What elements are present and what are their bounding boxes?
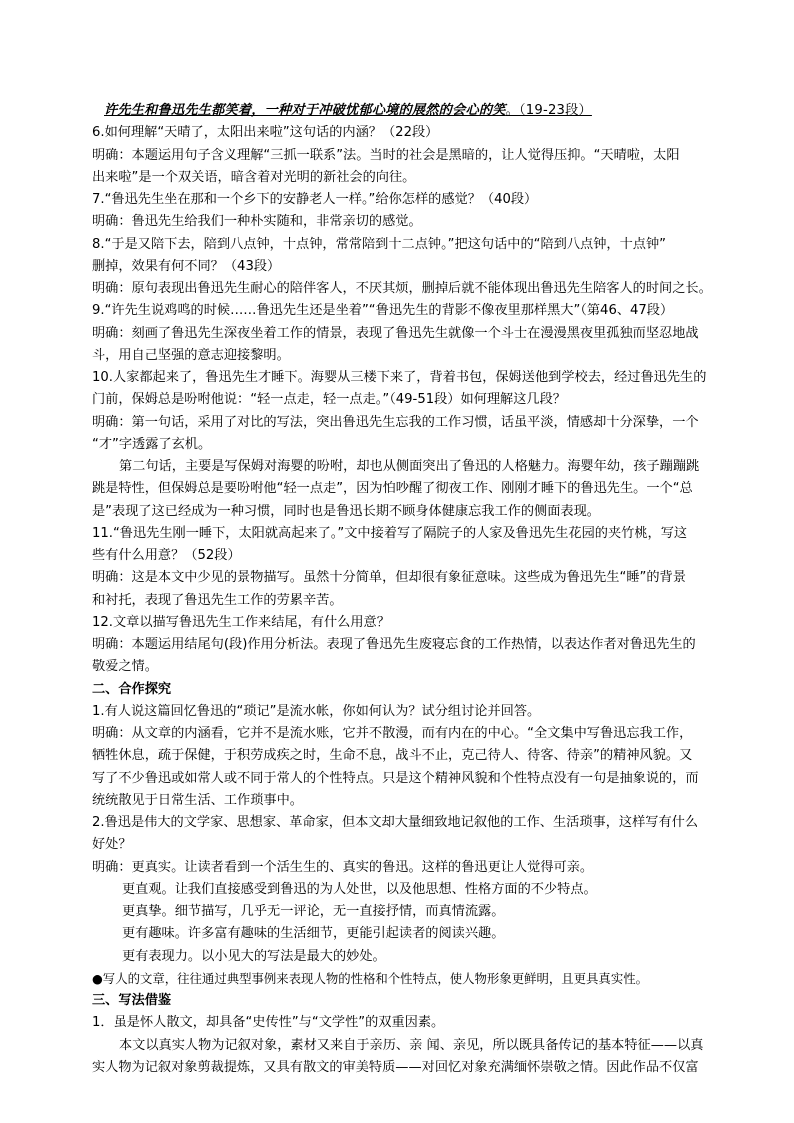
answer-10-line-5: 是”表现了这已经成为一种习惯，同时也是鲁迅长期不顾身体健康忘我工作的侧面表现。 (92, 503, 600, 519)
answer-12-line-2: 敬爱之情。 (92, 659, 158, 675)
question-8-line-2: 删掉，效果有何不同？（43段） (92, 258, 281, 274)
technique-text-line-2: 实人物为记叙对象剪裁提炼，又具有散文的审美特质——对回忆对象充满缅怀崇敬之情。因此作品不仅富 (92, 1059, 699, 1075)
discussion-answer-1-line-1: 明确：从文章的内涵看，它并不是流水账，它并不散漫，而有内在的中心。“全文集中写鲁迅忘我工作， (92, 726, 693, 741)
discussion-answer-2-line-5: 更有表现力。以小见大的写法是最大的妙处。 (122, 948, 386, 964)
discussion-answer-2-line-1: 明确：更真实。让读者看到一个活生生的、真实的鲁迅。这样的鲁迅更让人觉得可亲。 (92, 859, 594, 875)
section-heading-3: 三、写法借鉴 (92, 993, 172, 1008)
answer-9-line-1: 明确：刻画了鲁迅先生深夜坐着工作的情景，表现了鲁迅先生就像一个斗士在漫漫黑夜里孤独而坚忍地战 (92, 325, 699, 341)
bullet-note: ●写人的文章，往往通过典型事例来表现人物的性格和个性特点，使人物形象更鲜明，且更具真实性。 (92, 970, 648, 986)
question-7: 7.“鲁迅先生坐在那和一个乡下的安静老人一样。”给你怎样的感觉？（40段） (92, 192, 538, 207)
question-11-line-1: 11.“鲁迅先生刚一睡下，太阳就高起来了。”文中接着写了隔院子的人家及鲁迅先生花园的夹竹桃，写这 (92, 525, 688, 541)
quote-text: 许先生和鲁迅先生都笑着，一种对于冲破忧郁心境的展然的会心的笑 (104, 103, 506, 118)
answer-9-line-2: 斗，用自己坚强的意志迎接黎明。 (92, 347, 290, 363)
technique-text-line-1: 本文以真实人物为记叙对象，素材又来自于亲历、亲 闻、亲见，所以既具备传记的基本特征——以真 (119, 1037, 704, 1053)
answer-11-line-2: 和衬托，表现了鲁迅先生工作的劳累辛苦。 (92, 592, 343, 608)
discussion-answer-2-line-3: 更真挚。细节描写，几乎无一评论，无一直接抒情，而真情流露。 (122, 904, 505, 919)
answer-10-line-2: “才”字透露了玄机。 (92, 436, 212, 452)
discussion-question-2-line-1: 2.鲁迅是伟大的文学家、思想家、革命家，但本文却大量细致地记叙他的工作、生活琐事，这样写有什么 (92, 815, 699, 830)
answer-8: 明确：原句表现出鲁迅先生耐心的陪伴客人，不厌其烦，删掉后就不能体现出鲁迅先生陪客人的时间之长。 (92, 281, 712, 296)
section-heading-2: 二、合作探究 (92, 681, 172, 697)
answer-6-line-1: 明确：本题运用句子含义理解“三抓一联系”法。当时的社会是黑暗的，让人觉得压抑。“天晴啦，太阳 (92, 147, 680, 163)
answer-12-line-1: 明确：本题运用结尾句(段)作用分析法。表现了鲁迅先生废寝忘食的工作热情，以表达作者对鲁迅先生的 (92, 637, 696, 652)
answer-10-line-3: 第二句话，主要是写保姆对海婴的吩咐，却也从侧面突出了鲁迅的人格魅力。海婴年幼，孩子蹦蹦跳 (119, 459, 700, 474)
technique-point-1: 1．虽是怀人散文，却具备“史传性”与“文学性”的双重因素。 (92, 1015, 445, 1031)
answer-10-line-4: 跳是特性，但保姆总是要吩咐他“轻一点走”，因为怕吵醒了彻夜工作、刚刚才睡下的鲁迅先生。一个“总 (92, 481, 693, 497)
question-10-line-1: 10.人家都起来了，鲁迅先生才睡下。海婴从三楼下来了，背着书包，保姆送他到学校去，经过鲁迅先生的 (92, 370, 707, 385)
discussion-answer-1-line-3: 写了不少鲁迅或如常人或不同于常人的个性特点。只是这个精神风貌和个性特点没有一句是抽象说的，而 (92, 770, 699, 786)
answer-10-line-1: 明确：第一句话，采用了对比的写法，突出鲁迅先生忘我的工作习惯，话虽平淡，情感却十分深挚，一个 (92, 414, 699, 430)
discussion-answer-2-line-4: 更有趣味。许多富有趣味的生活细节，更能引起读者的阅读兴趣。 (122, 926, 505, 942)
question-6: 6.如何理解“天晴了，太阳出来啦”这句话的内涵？（22段） (92, 125, 439, 141)
document-page (92, 100, 719, 1079)
quote-line (92, 100, 719, 122)
answer-7: 明确：鲁迅先生给我们一种朴实随和，非常亲切的感觉。 (92, 214, 422, 230)
discussion-answer-2-line-2: 更直观。让我们直接感受到鲁迅的为人处世，以及他思想、性格方面的不少特点。 (122, 881, 597, 897)
question-9: 9.“许先生说鸡鸣的时候……鲁迅先生还是坐着”“鲁迅先生的背影不像夜里那样黑大”（第46、47段） (92, 303, 674, 319)
paragraph-reference: 。（19-23段） (505, 103, 592, 118)
question-11-line-2: 些有什么用意？（52段） (92, 548, 241, 563)
discussion-question-2-line-2: 好处？ (92, 837, 132, 853)
discussion-question-1: 1.有人说这篇回忆鲁迅的“琐记”是流水帐，你如何认为？试分组讨论并回答。 (92, 703, 541, 719)
question-10-line-2: 门前，保姆总是吩咐他说：“轻一点走，轻一点走。”（49-51段）如何理解这几段？ (92, 392, 566, 408)
discussion-answer-1-line-4: 统统散见于日常生活、工作琐事中。 (92, 792, 303, 808)
question-12: 12.文章以描写鲁迅先生工作来结尾，有什么用意？ (92, 614, 390, 630)
answer-11-line-1: 明确：这是本文中少见的景物描写。虽然十分简单，但却很有象征意味。这些成为鲁迅先生“睡”的背景 (92, 570, 686, 586)
question-8-line-1: 8.“于是又陪下去，陪到八点钟，十点钟，常常陪到十二点钟。”把这句话中的“陪到八点钟，十点钟” (92, 236, 666, 252)
answer-6-line-2: 出来啦”是一个双关语，暗含着对光明的新社会的向往。 (92, 169, 416, 185)
discussion-answer-1-line-2: 牺牲休息，疏于保健，于积劳成疾之时，生命不息，战斗不止，克己待人、待客、待亲”的精神风貌。又 (92, 748, 693, 764)
